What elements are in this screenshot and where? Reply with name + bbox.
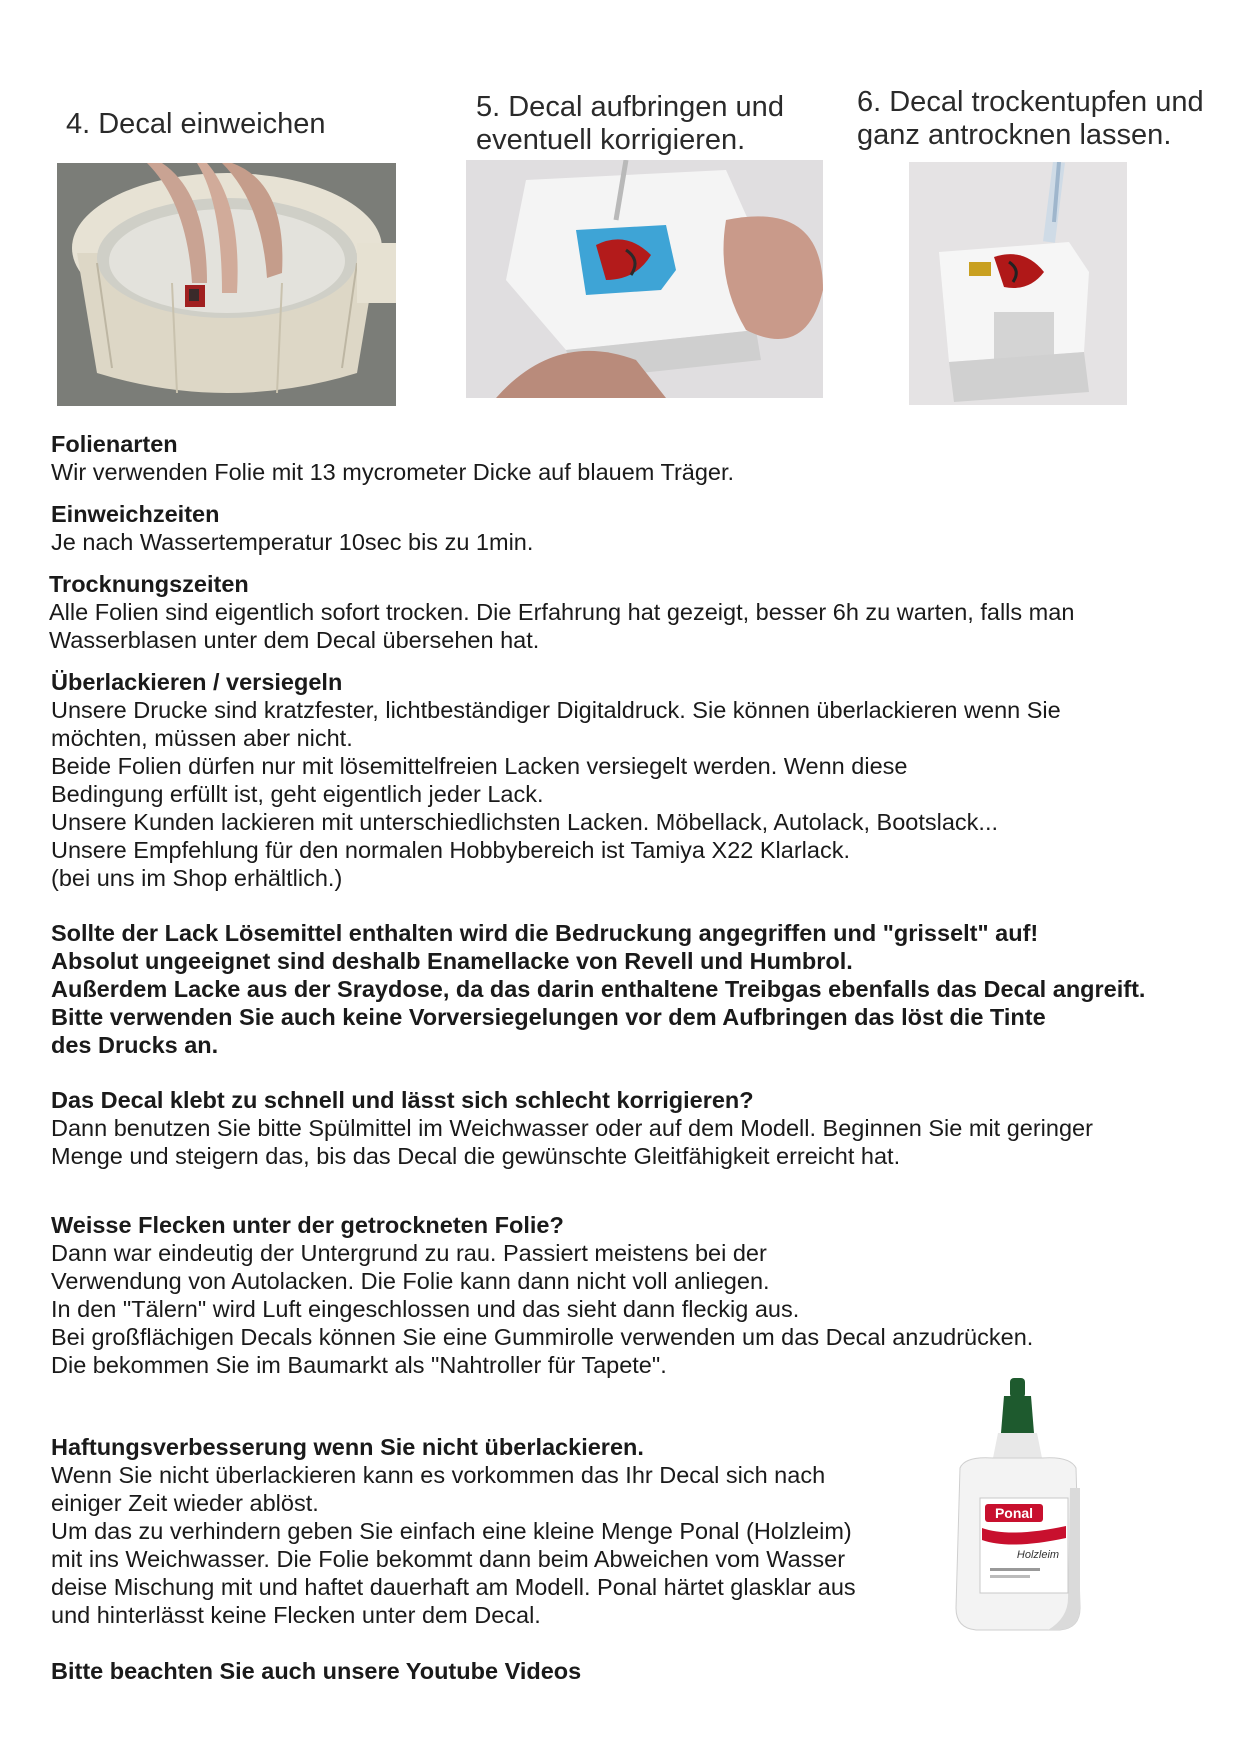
text-line: Die bekommen Sie im Baumarkt als "Nahtroller für Tapete". <box>51 1352 667 1378</box>
section-ueberlackieren <box>51 668 1221 892</box>
spacer <box>51 1643 1221 1657</box>
section-einweichzeiten <box>51 500 1221 556</box>
text-line: Dann war eindeutig der Untergrund zu rau. Passiert meistens bei der <box>51 1240 767 1266</box>
text-line: Je nach Wassertemperatur 10sec bis zu 1min. <box>51 529 534 555</box>
warning-line: des Drucks an. <box>51 1032 219 1058</box>
step-5-line-1: 5. Decal aufbringen und <box>476 91 784 123</box>
warning-line: Sollte der Lack Lösemittel enthalten wird die Bedruckung angegriffen und "grisselt" auf! <box>51 920 1039 946</box>
text-line: mit ins Weichwasser. Die Folie bekommt dann beim Abweichen vom Wasser <box>51 1546 846 1572</box>
text-line: Unsere Kunden lackieren mit unterschiedlichsten Lacken. Möbellack, Autolack, Bootslack... <box>51 809 999 835</box>
text-line: Menge und steigern das, bis das Decal die gewünschte Gleitfähigkeit erreicht hat. <box>51 1143 901 1169</box>
heading-trocknungszeiten: Trocknungszeiten <box>49 571 249 597</box>
step-6-caption <box>857 86 1204 152</box>
text-line: deise Mischung mit und haftet dauerhaft am Modell. Ponal härtet glasklar aus <box>51 1574 856 1600</box>
section-flecken <box>51 1211 1221 1379</box>
warning-line: Bitte verwenden Sie auch keine Vorversiegelungen vor dem Aufbringen das löst die Tinte <box>51 1004 1046 1030</box>
text-line: Um das zu verhindern geben Sie einfach eine kleine Menge Ponal (Holzleim) <box>51 1518 852 1544</box>
text-line: möchten, müssen aber nicht. <box>51 725 353 751</box>
step-6-line-1: 6. Decal trockentupfen und <box>857 86 1204 118</box>
text-line: Beide Folien dürfen nur mit lösemittelfreien Lacken versiegelt werden. Wenn diese <box>51 753 908 779</box>
heading-haftung: Haftungsverbesserung wenn Sie nicht überlackieren. <box>51 1434 644 1460</box>
text-line: Unsere Drucke sind kratzfester, lichtbeständiger Digitaldruck. Sie können überlackieren wenn Sie <box>51 697 1061 723</box>
text-line: (bei uns im Shop erhältlich.) <box>51 865 343 891</box>
heading-folienarten: Folienarten <box>51 431 178 457</box>
warning-line: Außerdem Lacke aus der Sraydose, da das darin enthaltene Treibgas ebenfalls das Decal angreift. <box>51 976 1146 1002</box>
text-line: Wenn Sie nicht überlackieren kann es vorkommen das Ihr Decal sich nach <box>51 1462 826 1488</box>
step-6-line-2: ganz antrocknen lassen. <box>857 119 1172 151</box>
text-line: Wasserblasen unter dem Decal übersehen hat. <box>49 627 540 653</box>
footer-youtube-note <box>51 1657 1221 1685</box>
text-line: Dann benutzen Sie bitte Spülmittel im Weichwasser oder auf dem Modell. Beginnen Sie mit geringer <box>51 1115 1093 1141</box>
photo-decal-applying <box>466 160 823 398</box>
step-5-line-2: eventuell korrigieren. <box>476 124 746 156</box>
heading-klebt: Das Decal klebt zu schnell und lässt sich schlecht korrigieren? <box>51 1087 754 1113</box>
text-line: Alle Folien sind eigentlich sofort trocken. Die Erfahrung hat gezeigt, besser 6h zu warten, falls man <box>49 599 1075 625</box>
text-line: Bei großflächigen Decals können Sie eine Gummirolle verwenden um das Decal anzudrücken. <box>51 1324 1034 1350</box>
photo-decal-drying <box>909 162 1127 405</box>
text-line: In den "Tälern" wird Luft eingeschlossen und das sieht dann fleckig aus. <box>51 1296 800 1322</box>
bottle-product-text: Holzleim <box>1016 1549 1060 1561</box>
step-5-caption <box>476 91 784 157</box>
section-folienarten <box>51 430 1221 486</box>
text-line: und hinterlässt keine Flecken unter dem Decal. <box>51 1602 541 1628</box>
text-line: Wir verwenden Folie mit 13 mycrometer Dicke auf blauem Träger. <box>51 459 735 485</box>
section-warning <box>51 919 1221 1059</box>
section-trocknungszeiten <box>49 570 1221 654</box>
section-klebt <box>51 1086 1221 1170</box>
spacer <box>51 1184 1221 1211</box>
photo-decal-soaking <box>57 163 396 406</box>
ponal-bottle-image <box>930 1378 1105 1633</box>
heading-ueberlackieren: Überlackieren / versiegeln <box>51 669 343 695</box>
text-line: Verwendung von Autolacken. Die Folie kann dann nicht voll anliegen. <box>51 1268 770 1294</box>
heading-flecken: Weisse Flecken unter der getrockneten Folie? <box>51 1212 564 1238</box>
text-line: Bedingung erfüllt ist, geht eigentlich jeder Lack. <box>51 781 544 807</box>
youtube-note-text: Bitte beachten Sie auch unsere Youtube Videos <box>51 1658 582 1684</box>
heading-einweichzeiten: Einweichzeiten <box>51 501 220 527</box>
warning-line: Absolut ungeeignet sind deshalb Enamellacke von Revell und Humbrol. <box>51 948 853 974</box>
bottle-brand-text: Ponal <box>994 1505 1034 1521</box>
text-line: Unsere Empfehlung für den normalen Hobbybereich ist Tamiya X22 Klarlack. <box>51 837 850 863</box>
step-4-line-1: 4. Decal einweichen <box>66 108 326 140</box>
step-4-caption <box>66 108 326 141</box>
text-line: einiger Zeit wieder ablöst. <box>51 1490 319 1516</box>
